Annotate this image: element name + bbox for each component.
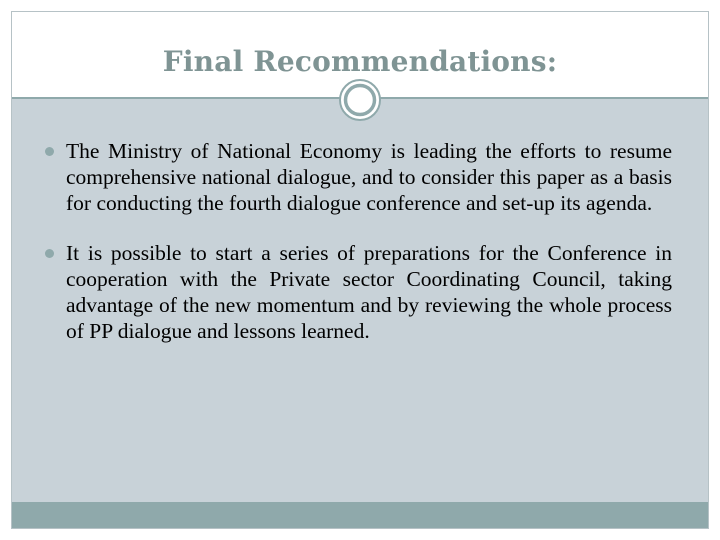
- bullet-text-1: The Ministry of National Economy is leading the efforts to resume comprehensive national dialogue, and to consider this paper as a basis for conducting the fourth dialogue conference and set-up its agenda.: [66, 139, 672, 215]
- bullet-list: [12, 138, 708, 368]
- slide-title: Final Recommendations:: [162, 45, 558, 78]
- bullet-item-2: [12, 240, 708, 344]
- bullet-text-2: It is possible to start a series of preparations for the Conference in cooperation with the Private sector Coordinating Council, taking advantage of the new momentum and by reviewing the whole process of PP dialogue and lessons learned.: [66, 241, 672, 343]
- bullet-item-1: [12, 138, 708, 216]
- bullet-dot-icon: [45, 249, 54, 258]
- ring-icon: [338, 78, 382, 122]
- footer-bar: [12, 502, 708, 528]
- bullet-dot-icon: [45, 147, 54, 156]
- content-area: [12, 98, 708, 502]
